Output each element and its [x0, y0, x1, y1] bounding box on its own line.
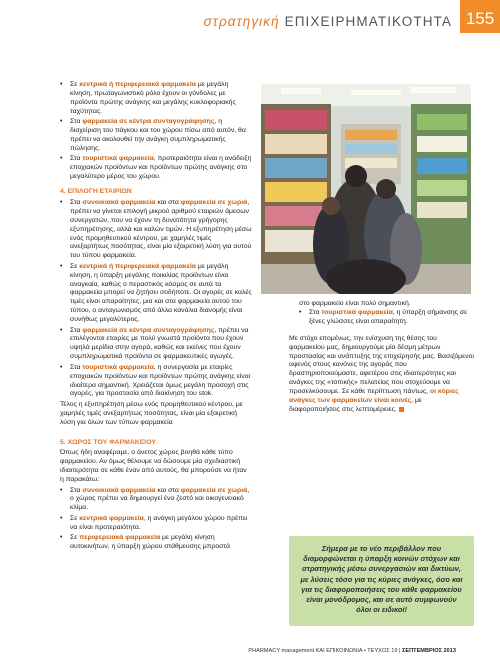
list-item: [50, 155, 252, 182]
pharmacy-photo-illustration: [261, 84, 471, 294]
end-mark-icon: [399, 407, 404, 412]
paragraph-post: , με διαφοροποιήσεις στις λεπτομέρειες.: [289, 397, 422, 413]
list-item: [50, 364, 252, 400]
item-pre: Σε: [70, 534, 80, 542]
item-post: με μεγάλη κίνηση, πρωταγωνιστικό ρόλο έχουν οι γόνδολες με προϊόντα πρώτης ανάγκης και μεγάλης κυκλοφοριακής ταχύτητας.: [70, 81, 236, 115]
footer-publication: PHARMACY management ΚΑΙ ΕΠΙΚΟΙΝΩΝΙΑ • ΤΕΥΧΟΣ 19 |: [248, 648, 401, 654]
item-post: , πρέπει να επιλέγονται εταιρίες με πολύ γνωστά προϊόντα που έχουν υψηλά μερίδια στην αγορά, καθώς και εκείνες που έχουν συμπληρωματικά προϊόντα σε φαρμακευτικές αγωγές.: [70, 326, 249, 361]
section-5-title: 5. ΧΩΡΟΣ ΤΟΥ ΦΑΡΜΑΚΕΙΟΥ: [60, 438, 156, 446]
item-strong2: φαρμακεία σε χωριά: [180, 198, 248, 206]
item-mid: και στα: [155, 486, 181, 494]
item-strong: τουριστικά φαρμακεία: [82, 363, 154, 371]
section-5-list: [50, 487, 252, 552]
item-pre: Σε: [70, 514, 80, 522]
page-header: [0, 0, 500, 32]
item-post: , η ανάγκη μεγάλου χώρου πρέπει να είναι προτεραιότητα.: [70, 514, 248, 531]
item-post: , ο χώρος πρέπει να δημιουργεί ένα ζεστό και οικογενειακό κλίμα.: [70, 486, 250, 512]
running-title: [204, 14, 452, 29]
item-pre: Στα: [309, 308, 322, 316]
item-post: , η ύπαρξη σήμανσης σε ξένες γλώσσες είναι απαραίτητη.: [309, 308, 468, 325]
item-post: , πρέπει να γίνεται επιλογή μικρού αριθμού εταιριών άμεσων συνεργατών, που να έχουν τη δυνατότητα γρήγορης εξυπηρέτησης, αλλά και καλών τιμών. Η εξυπηρέτηση μέσω ενός προμηθευτικού κέντρου, με χαμηλές τιμές ανεξαρτήτως ποσότητας, είναι μία εξαιρετική λύση για αυτού του τύπου φαρμακεία.: [70, 198, 252, 260]
callout-box: [289, 536, 474, 626]
callout-text: Σήμερα με το νέο περιβάλλον που διαμορφώνεται η ύπαρξη κοινών στόχων και στρατηγικής μέσω συνεργασιών και δικτύων, με λύσεις τόσο για τις κύριες ανάγκες, όσο και για τις διαφοροποιήσεις του κάθε φαρμακείου είναι μονόδρομος, και σε αυτό συμφωνούν όλοι οι ειδικοί!: [300, 544, 463, 615]
item-post: , προτεραιότητα είναι η ανάδειξη εποχιακών προϊόντων και προϊόντων πρώτης ανάγκης στο μεγαλύτερο μέρος του χώρου.: [70, 155, 252, 181]
list-item: [50, 515, 252, 533]
item-post: με μεγάλη κίνηση αυτοκινήτων, η ύπαρξη χώρου στάθμευσης μπροστά: [70, 534, 230, 550]
page-footer: [248, 648, 456, 654]
list-item: [50, 327, 252, 363]
item-pre: Στα: [70, 198, 83, 206]
right-continued-text: στο φαρμακείο είναι πολύ σημαντική.: [299, 300, 411, 307]
item-pre: Στα: [70, 118, 83, 126]
right-list: [289, 309, 474, 327]
pharmacy-photo: [261, 84, 471, 294]
item-strong2: φαρμακεία σε χωριά: [180, 486, 248, 494]
item-strong: κεντρικά φαρμακεία: [79, 514, 144, 522]
item-pre: Σε: [70, 81, 80, 88]
right-paragraph: [289, 335, 474, 415]
intro-list: [50, 81, 252, 182]
item-pre: Σε: [70, 262, 80, 270]
item-strong: τουριστικά φαρμακεία: [82, 155, 154, 163]
item-strong: συνοικιακά φαρμακεία: [82, 198, 156, 206]
item-mid: και στα: [155, 198, 181, 206]
list-item: [50, 487, 252, 514]
item-post: , η συνεργασία με εταιρίες εποχιακών προϊόντων και προϊόντων πρώτης ανάγκης είναι ιδιαίτερα σημαντική. Χρειάζεται όμως μεγάλη προσοχή στις αγορές, για προστασία από διακίνηση του stok.: [70, 363, 251, 398]
item-post: , η διαχείριση του πάγκου και του χώρου πίσω από αυτόν, θα πρέπει να ακολουθεί την ανάγκη συμπληρωματικής πώλησης.: [70, 118, 246, 152]
item-strong: κεντρικά ή περιφερειακά φαρμακεία: [79, 81, 196, 88]
item-strong: κεντρικά ή περιφερειακά φαρμακεία: [79, 262, 196, 270]
section-5-intro: Όπως ήδη αναφέραμε, ο άνετος χώρος βοηθά κάθε τύπο φαρμακείου. Αν όμως θέλουμε να δώσουμε μία σχεδιαστική ιδιαιτερότητα σε κάθε έναν από αυτούς, θα μπορούσε να ήταν η παρακάτω:: [60, 449, 247, 484]
list-item: [289, 309, 474, 327]
item-pre: Στα: [70, 155, 83, 163]
list-item: [50, 263, 252, 325]
list-item: [50, 81, 252, 117]
paragraph-strong: οι κύριες ανάγκες των φαρμακείων είναι κοινές: [289, 388, 459, 405]
section-4-list: [50, 199, 252, 399]
section-4-title: 4. ΕΠΙΛΟΓΗ ΕΤΑΙΡΙΩΝ: [60, 187, 132, 195]
paragraph-pre: Με στόχο επομένως, την ενίσχυση της θέσης του φαρμακείου μας, δημιουργούμε μία δέσμη μέτρων προστασίας και ανάπτυξης της επιχείρησής μας. Βασιζόμενοι αφενός στους κανόνες της αγοράς που δραστηριοποιούμαστε, αφετέρου στις ιδιαιτερότητες και ανάγκες της «τοπικής» πελατείας που στοχεύουμε να προσελκύσουμε. Σε κάθε περίπτωση πάντως,: [289, 334, 474, 396]
section-4-closing: Τέλος η εξυπηρέτηση μέσω ενός προμηθευτικού κέντρου, με χαμηλές τιμές ανεξαρτήτως ποσότητας, είναι μία εξαιρετική λύση για όλων των τύπων φαρμακεία: [60, 400, 243, 426]
right-column: [289, 300, 474, 415]
page-number: 155: [460, 0, 500, 33]
list-item: [50, 118, 252, 154]
footer-date: ΣΕΠΤΕΜΒΡΙΟΣ 2013: [402, 648, 456, 654]
item-pre: Στα: [70, 326, 83, 334]
left-column: [50, 81, 252, 553]
item-strong: φαρμακεία σε κέντρα συνταγογράφησης: [82, 118, 215, 126]
list-item: [50, 199, 252, 261]
item-strong: περιφερειακά φαρμακεία: [79, 534, 161, 542]
item-strong: τουριστικά φαρμακεία: [321, 308, 393, 316]
item-post: με μεγάλη κίνηση, η ύπαρξη μεγάλης ποικιλίας προϊόντων είναι αναγκαία, καθώς ο περαστικός κόσμος σε αυτά τα φαρμακεία μπορεί να ζητήσει οτιδήποτε. Οι αγορές σε καλές τιμές είναι απαραίτητες, μια και στα φαρμακεία αυτού του τύπου, ο ανταγωνισμός από άλλα κανάλια διανομής είναι συνήθως μεγαλύτερος.: [70, 262, 252, 324]
item-pre: Στα: [70, 363, 83, 371]
item-pre: Στα: [70, 486, 83, 494]
running-title-prefix: στρατηγική: [203, 14, 280, 29]
list-item: [50, 534, 252, 552]
running-title-main: ΕΠΙΧΕΙΡΗΜΑΤΙΚΟΤΗΤΑ: [284, 14, 452, 29]
item-strong: συνοικιακά φαρμακεία: [82, 486, 156, 494]
item-strong: φαρμακεία σε κέντρα συνταγογράφησης: [82, 326, 215, 334]
